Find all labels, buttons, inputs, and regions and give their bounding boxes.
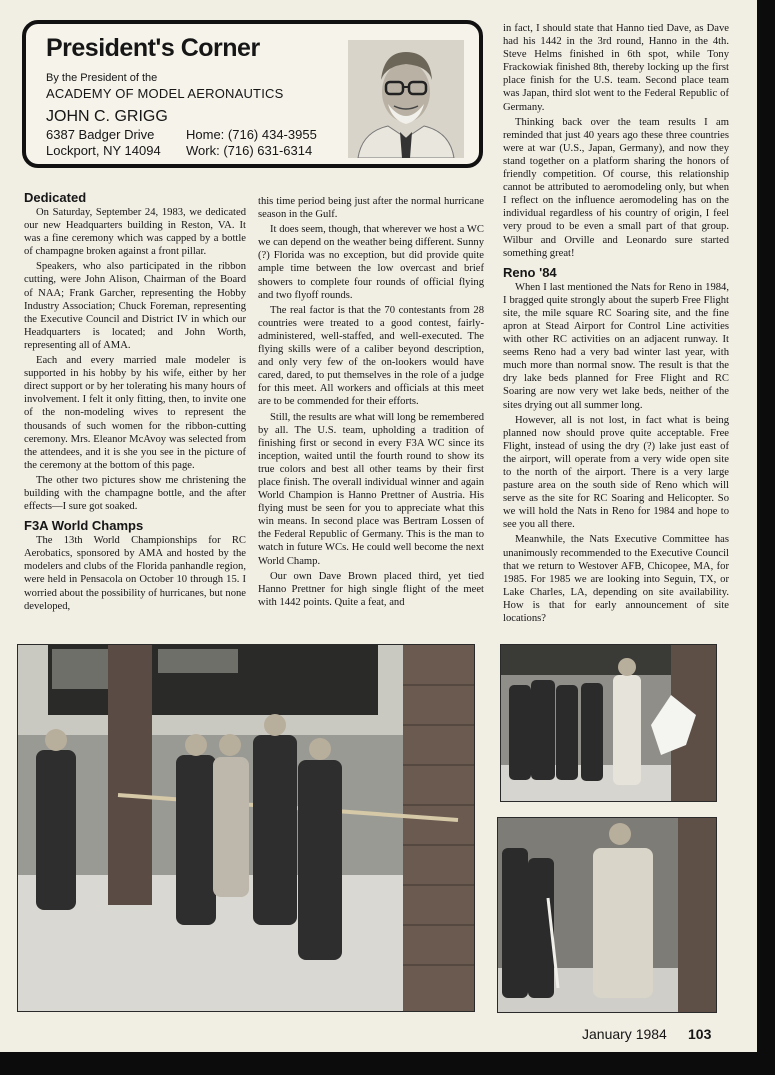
scan-border-bottom xyxy=(0,1052,775,1075)
paragraph: The 13th World Championships for RC Aerobatics, sponsored by AMA and hosted by the modelers and clubs of the Florida panhandle region, were held in Pensacola on October 10 through 15. I worried about the possibility of hurricanes, but none developed, xyxy=(24,535,246,612)
by-line: By the President of the xyxy=(46,72,158,84)
article-column-2 xyxy=(258,195,484,611)
ribbon-cutting-photo xyxy=(17,644,475,1012)
presidents-corner-header xyxy=(22,20,483,168)
paragraph: Still, the results are what will long be remembered by all. The U.S. team, upholding a tradition of finishing first or second in every F3A WC since its inception, waited until the fourth round to show its true colors and best all other teams by their first place finish. The overall individual winner and again World Champion is Hanno Prettner of Austria. His flying must be seen for you to appreciate what this win means. In second place was Bertram Lossen of the Federal Republic of Germany. This is the man to watch in future WCs. He could well become the next World Champ. xyxy=(258,411,484,567)
paragraph: However, all is not lost, in fact what is being planned now should prove quite acceptable. Free Flight, instead of using the dry (?) lake just east of the airport, will operate from a very wide open site to the north of the airport. There is a very large pasture area on the south side of Reno which will serve as the site for RC Soaring and Helicopter. So we will hold the Nats in Reno for 1984 and hope to see you all there. xyxy=(503,414,729,531)
column-title: President's Corner xyxy=(46,34,260,62)
work-phone: Work: (716) 631-6314 xyxy=(186,143,313,158)
paragraph: It does seem, though, that wherever we host a WC we can depend on the weather being different. Sunny (?) Florida was no exception, but did provide quite ample time between the low overcast and brief showers to complete four rounds of official flying and two flyoff rounds. xyxy=(258,224,484,301)
section-heading-dedicated: Dedicated xyxy=(24,190,87,205)
scan-border-right xyxy=(757,0,775,1075)
president-portrait xyxy=(348,40,464,158)
paragraph: Our own Dave Brown placed third, yet tied Hanno Prettner for high single flight of the meet with 1442 points. Quite a feat, and xyxy=(258,570,484,608)
issue-date: January 1984 xyxy=(582,1026,667,1042)
paragraph: Meanwhile, the Nats Executive Committee has unanimously recommended to the Executive Council that we return to Westover AFB, Chicopee, MA, for 1985. For 1985 we are looking into Seguin, TX, or Lake Charles, LA, depending on site availability. How is that for early announcement of site locations? xyxy=(503,534,729,625)
paragraph: this time period being just after the normal hurricane season in the Gulf. xyxy=(258,196,484,221)
paragraph: in fact, I should state that Hanno tied Dave, as Dave had his 1442 in the 3rd round, Hanno in the 4th. Steve Helms finished in 6th spot, while Tony Frackowiak finished 8th, thereby locking up the first place finish for the U.S. team. Second place team was Japan, third slot went to the Federal Republic of Germany. xyxy=(503,23,729,113)
paragraph: On Saturday, September 24, 1983, we dedicated our new Headquarters building in Reston, VA. It was a fine ceremony which was capped by a bottle of champagne broken against a front pillar. xyxy=(24,207,246,258)
champagne-christening-photo xyxy=(500,644,717,802)
page-number: 103 xyxy=(688,1026,712,1042)
section-heading-f3a: F3A World Champs xyxy=(24,518,144,534)
article-column-3 xyxy=(503,22,729,627)
address-street: 6387 Badger Drive xyxy=(46,127,155,142)
after-effects-photo xyxy=(497,817,717,1013)
paragraph: Speakers, who also participated in the ribbon cutting, were John Alison, Chairman of the Board of NAA; Frank Garcher, representing the Hobby Industry Association; Chuck Foreman, representing the Executive Council and District IV in which our Headquarters is located; and John Worth, representing all of AMA. xyxy=(24,261,246,351)
article-column-1 xyxy=(24,190,246,615)
section-heading-reno: Reno '84 xyxy=(503,264,557,280)
organization-name: ACADEMY OF MODEL AERONAUTICS xyxy=(46,86,284,101)
paragraph: Thinking back over the team results I am reminded that just 40 years ago these three countries were at war (U.S., Japan, Germany), and now they stand together on a platform sharing the honors of friendly competition. Of course, this relationship cannot be attributed to aeromodeling only, but when I reflect on the influence aeromodeling has on the individual regardless of his country of origin, I feel very proud to be even a small part of that group. Wilbur and Orville and Leonardo sure started something great! xyxy=(503,116,729,259)
paragraph: The other two pictures show me christening the building with the champagne bottle, and the after effects—I sure got soaked. xyxy=(24,474,246,513)
paragraph: When I last mentioned the Nats for Reno in 1984, I bragged quite strongly about the superb Free Flight site, the mile square RC Soaring site, and the fine apron at Stead Airport for Control Line activities with other RC activities on an adjacent runway. It seems Reno had a very bad winter last year, with much more than normal snow. The result is that the dry lake beds planned for Free Flight and RC Soaring are now very wet lake beds, neither of the sites drying out all summer long. xyxy=(503,281,729,411)
paragraph: The real factor is that the 70 contestants from 28 countries were treated to a good contest, fairly-administered, well-staffed, and well-executed. The flying skills were of a caliber beyond description, and only very few of the on-lookers would have cared, dared, to put themselves in the role of a judge for this meet. All workers and officials at this meet are to be commended for their efforts. xyxy=(258,304,484,408)
home-phone: Home: (716) 434-3955 xyxy=(186,127,317,142)
address-city: Lockport, NY 14094 xyxy=(46,143,161,158)
president-name: JOHN C. GRIGG xyxy=(46,108,168,125)
paragraph: Each and every married male modeler is supported in his hobby by his wife, either by her direct support or by her tolerating his many hours of involvement. I felt it only fitting, then, to invite one of the non-modeling wives to represent the thousands of such women for the ribbon-cutting ceremony. Mrs. Eleanor McAvoy was selected from the attendees, and it is she you see in the picture of the ceremony at the bottom of this page. xyxy=(24,355,246,471)
